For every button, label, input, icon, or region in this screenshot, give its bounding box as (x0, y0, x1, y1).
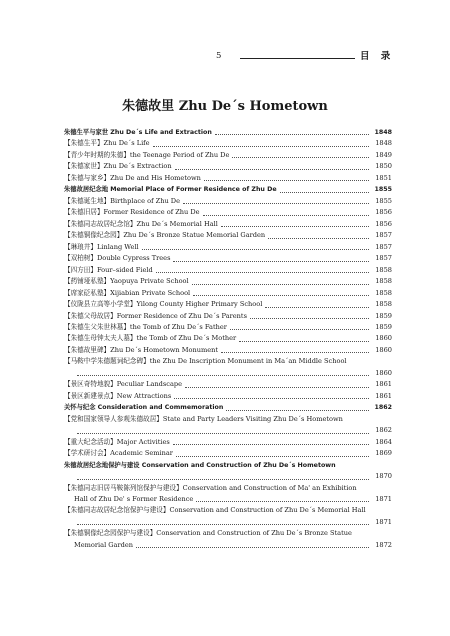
toc-page-number: 1871 (375, 495, 392, 503)
toc-entry-text: 朱德生平与家世 Zhu De´s Life and Extraction (64, 129, 212, 136)
toc-entry-text: 朱德故居纪念地保护与建设 Conservation and Construction of Zhu De´s Hometown (64, 461, 336, 469)
toc-entry (64, 196, 392, 207)
toc-page-number: 1855 (374, 186, 392, 194)
toc-entry-text: 【朱德与家乡】Zhu De and His Hometown (64, 173, 201, 182)
toc-entry-text: 朱德故居纪念地 Memorial Place of Former Residence of Zhu De (64, 186, 277, 194)
toc-entry (64, 379, 392, 390)
toc-leader-dots (183, 202, 369, 204)
toc-entry (64, 333, 392, 344)
toc-page-number: 1855 (375, 196, 392, 205)
toc-page-number: 1858 (375, 288, 392, 297)
toc-leader-dots (204, 179, 369, 181)
toc-page-number: 1860 (375, 345, 392, 354)
toc-leader-dots (175, 168, 369, 170)
toc-page-number: 1858 (375, 265, 392, 274)
toc-leader-dots (77, 478, 369, 480)
toc-entry-text: 【重大纪念活动】Major Activities (64, 437, 170, 446)
toc-entry (64, 242, 392, 253)
toc-leader-dots (280, 191, 369, 193)
toc-entry (64, 276, 392, 287)
toc-section-heading (64, 184, 392, 195)
header-rule (240, 58, 355, 59)
toc-entry (64, 517, 392, 528)
toc-entry (64, 448, 392, 459)
toc-entry (64, 219, 392, 230)
toc-leader-dots (193, 294, 369, 296)
toc-page-number: 1860 (375, 334, 392, 343)
toc-entry-text: 【朱德诞生地】Birthplace of Zhu De (64, 196, 180, 205)
toc-leader-dots (268, 237, 369, 239)
toc-entry (64, 368, 392, 379)
toc-entry-text: 【朱德同志故居纪念馆】Zhu De´s Memorial Hall (64, 219, 218, 228)
toc-leader-dots (156, 271, 369, 273)
toc-leader-dots (185, 386, 369, 388)
toc-entry (64, 505, 392, 516)
toc-section-heading (64, 402, 392, 413)
toc-page-number: 1862 (374, 404, 392, 412)
toc-leader-dots (226, 409, 369, 411)
toc-entry (64, 345, 392, 356)
toc-entry (64, 540, 392, 551)
toc-page-number: 1859 (375, 311, 392, 320)
toc-page-number: 1848 (374, 129, 392, 136)
toc-entry-text: 【党和国家领导人参观朱德故居】State and Party Leaders Visiting Zhu De´s Hometown (64, 414, 343, 423)
toc-leader-dots (232, 156, 369, 158)
toc-entry-text: 【青少年时期的朱德】the Teenage Period of Zhu De (64, 150, 230, 159)
toc-entry (64, 437, 392, 448)
toc-page-number: 1856 (375, 208, 392, 217)
toc-entry-text: 【朱德生母钟太夫人墓】the Tomb of Zhu De´s Mother (64, 334, 237, 343)
toc-page-number: 1872 (375, 540, 392, 549)
toc-entry-text: 【马鞍中学朱德题词纪念碑】the Zhu De Inscription Monument in Ma´an Middle School (64, 357, 347, 366)
toc-page-number: 1851 (375, 173, 392, 182)
toc-entry (64, 138, 392, 149)
toc-leader-dots (265, 306, 369, 308)
toc-page-number: 1848 (375, 139, 392, 148)
toc-section-heading (64, 460, 392, 471)
toc-entry (64, 299, 392, 310)
toc-leader-dots (196, 500, 369, 502)
toc-leader-dots (239, 340, 369, 342)
toc-page-number: 1861 (375, 391, 392, 400)
toc-section-heading (64, 127, 392, 138)
toc-page-number: 1849 (375, 150, 392, 159)
toc-page-number: 1850 (375, 162, 392, 171)
toc-entry-text: 【仪陇县立高等小学堂】Yilong County Higher Primary School (64, 300, 263, 309)
toc-entry (64, 230, 392, 241)
toc-page-number: 1857 (375, 254, 392, 263)
toc-leader-dots (77, 374, 369, 376)
toc-leader-dots (215, 133, 369, 135)
toc-page-number: 1858 (375, 300, 392, 309)
running-header (0, 48, 450, 64)
table-of-contents (64, 127, 392, 551)
toc-page-number: 1862 (375, 426, 392, 435)
toc-leader-dots (153, 145, 369, 147)
toc-entry (64, 207, 392, 218)
toc-entry (64, 483, 392, 494)
toc-leader-dots (176, 455, 369, 457)
toc-leader-dots (250, 317, 369, 319)
toc-page-number: 1857 (375, 231, 392, 240)
toc-entry (64, 265, 392, 276)
toc-entry-text: 【学术研讨会】Academic Seminar (64, 449, 173, 458)
toc-leader-dots (221, 351, 369, 353)
toc-entry (64, 173, 392, 184)
toc-leader-dots (192, 283, 369, 285)
toc-page-number: 1871 (375, 517, 392, 526)
toc-leader-dots (230, 328, 369, 330)
toc-entry (64, 494, 392, 505)
toc-entry-text: 【朱德故里碑】Zhu De´s Hometown Monument (64, 345, 219, 354)
section-title: 目 录 (360, 51, 395, 62)
toc-entry-text: 【朱德铜像纪念园保护与建设】Conservation and Construction of Zhu De´s Bronze Statue (64, 529, 352, 538)
toc-entry (64, 356, 392, 367)
toc-entry-text: Hall of Zhu De' s Former Residence (74, 495, 194, 503)
toc-entry (64, 311, 392, 322)
toc-page-number: 1870 (375, 472, 392, 481)
toc-entry-text: 【朱德生平】Zhu De´s Life (64, 139, 150, 148)
toc-entry (64, 414, 392, 425)
toc-page-number: 1857 (375, 242, 392, 251)
toc-page-number: 1859 (375, 322, 392, 331)
toc-leader-dots (174, 397, 369, 399)
toc-page-number: 1856 (375, 219, 392, 228)
toc-entry-text: 【四方田】Four–sided Field (64, 265, 153, 274)
page-number: 5 (216, 51, 222, 61)
toc-entry-text: 【景区奇特地貌】Peculiar Landscape (64, 380, 183, 389)
toc-entry-text: 【朱德父母故居】Former Residence of Zhu De´s Parents (64, 311, 247, 320)
toc-entry (64, 528, 392, 539)
toc-entry (64, 471, 392, 482)
toc-entry (64, 322, 392, 333)
toc-leader-dots (173, 443, 369, 445)
toc-entry (64, 425, 392, 436)
toc-entry (64, 150, 392, 161)
toc-entry-text: 【朱德家世】Zhu De´s Extraction (64, 162, 172, 171)
toc-entry (64, 391, 392, 402)
toc-entry-text: 【双柏树】Double Cypress Trees (64, 254, 171, 263)
toc-entry-text: Memorial Garden (74, 540, 133, 549)
toc-leader-dots (221, 225, 369, 227)
toc-leader-dots (142, 248, 369, 250)
toc-page-number: 1869 (375, 449, 392, 458)
toc-entry-text: 关怀与纪念 Consideration and Commemoration (64, 404, 224, 412)
toc-leader-dots (203, 214, 369, 216)
toc-entry-text: 【朱德同志旧居马鞍陈列馆保护与建设】Conservation and Construction of Ma' an Exhibition (64, 483, 357, 492)
toc-leader-dots (77, 432, 369, 434)
toc-leader-dots (77, 523, 369, 525)
toc-leader-dots (136, 546, 369, 548)
toc-entry (64, 161, 392, 172)
toc-entry-text: 【朱德同志故居纪念馆保护与建设】Conservation and Construction of Zhu De´s Memorial Hall (64, 506, 366, 515)
toc-page-number: 1858 (375, 277, 392, 286)
toc-entry (64, 288, 392, 299)
toc-entry (64, 253, 392, 264)
toc-entry-text: 【药铺垭私塾】Yaopuya Private School (64, 277, 189, 286)
toc-page-number: 1860 (375, 368, 392, 377)
chapter-title: 朱德故里 Zhu De´s Hometown (122, 99, 328, 114)
toc-page-number: 1861 (375, 380, 392, 389)
toc-entry-text: 【朱德生父朱世林墓】the Tomb of Zhu De´s Father (64, 322, 227, 331)
toc-entry-text: 【琳琅井】Linlang Well (64, 242, 139, 251)
toc-page-number: 1864 (375, 437, 392, 446)
toc-entry-text: 【朱德旧居】Former Residence of Zhu De (64, 208, 200, 217)
toc-entry-text: 【席家砭私塾】Xijiabian Private School (64, 288, 191, 297)
toc-entry-text: 【景区新建景点】New Attractions (64, 391, 172, 400)
toc-entry-text: 【朱德铜像纪念园】Zhu De´s Bronze Statue Memorial Garden (64, 231, 266, 240)
toc-leader-dots (173, 260, 369, 262)
